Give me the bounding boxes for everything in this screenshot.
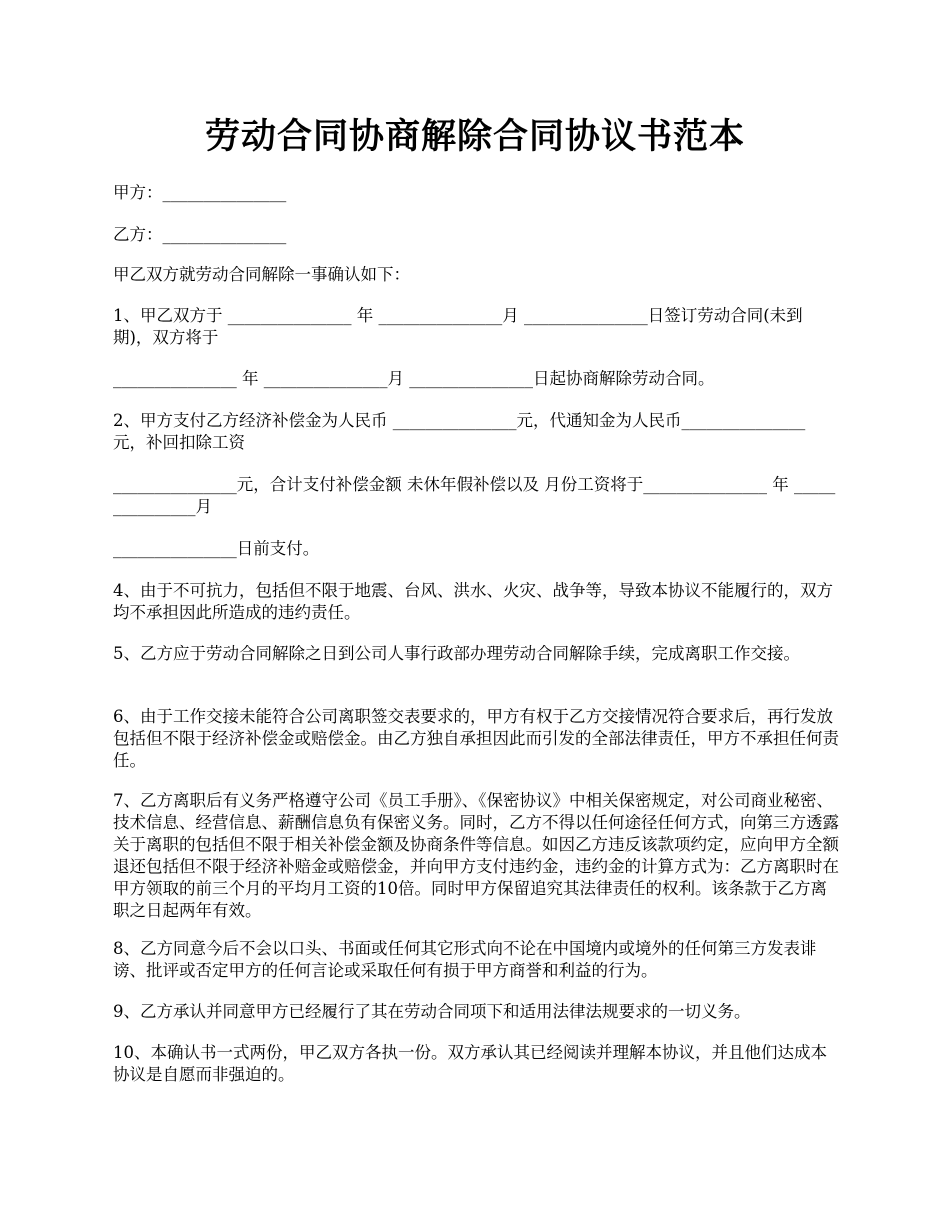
clause-1: 1、甲乙双方于 _______________ 年 _______________月 _______________日签订劳动合同(未到期)，双方将于 — [113, 306, 803, 347]
clause-8: 8、乙方同意今后不会以口头、书面或任何其它形式向不论在中国境内或境外的任何第三方发表诽谤、批评或否定甲方的任何言论或采取任何有损于甲方商誉和利益的行为。 — [113, 939, 817, 980]
document-title: 劳动合同协商解除合同协议书范本 — [204, 116, 745, 157]
clause-1-continued: _______________ 年 _______________月 _______________日起协商解除劳动合同。 — [113, 369, 715, 388]
clause-2-continued: _______________元，合计支付补偿金额 未休年假补偿以及 月份工资将于_______________ 年 _______________月 — [113, 475, 836, 516]
clause-10: 10、本确认书一式两份，甲乙双方各执一份。双方承认其已经阅读并理解本协议，并且他们达成本协议是自愿而非强迫的。 — [113, 1043, 827, 1084]
clause-7: 7、乙方离职后有义务严格遵守公司《员工手册》、《保密协议》中相关保密规定，对公司商业秘密、技术信息、经营信息、薪酬信息负有保密义务。同时，乙方不得以任何途径任何方式，向第三方透露关于离职的包括但不限于相关补偿金额及协商条件等信息。如因乙方违反该款项约定，应向甲方全额退还包括但不限于经济补赔金或赔偿金，并向甲方支付违约金，违约金的计算方式为：乙方离职时在甲方领取的前三个月的平均月工资的10倍。同时甲方保留追究其法律责任的权利。该条款于乙方离职之日起两年有效。 — [113, 791, 839, 920]
clause-6: 6、由于工作交接未能符合公司离职签交表要求的，甲方有权于乙方交接情况符合要求后，再行发放包括但不限于经济补偿金或赔偿金。由乙方独自承担因此而引发的全部法律责任，甲方不承担任何责任。 — [113, 707, 839, 770]
party-a-line: 甲方：_______________ — [113, 183, 287, 202]
clause-9: 9、乙方承认并同意甲方已经履行了其在劳动合同项下和适用法律法规要求的一切义务。 — [113, 1002, 751, 1021]
intro-paragraph: 甲乙双方就劳动合同解除一事确认如下： — [113, 265, 410, 284]
clause-2: 2、甲方支付乙方经济补偿金为人民币 _______________元，代通知金为人民币_______________ 元，补回扣除工资 — [113, 411, 806, 452]
clause-4: 4、由于不可抗力，包括但不限于地震、台风、洪水、火灾、战争等，导致本协议不能履行的，双方均不承担因此所造成的违约责任。 — [113, 581, 833, 622]
party-b-line: 乙方：_______________ — [113, 225, 287, 244]
clause-2-payment-date: _______________日前支付。 — [113, 539, 320, 558]
clause-5: 5、乙方应于劳动合同解除之日到公司人事行政部办理劳动合同解除手续，完成离职工作交接。 — [113, 644, 800, 663]
